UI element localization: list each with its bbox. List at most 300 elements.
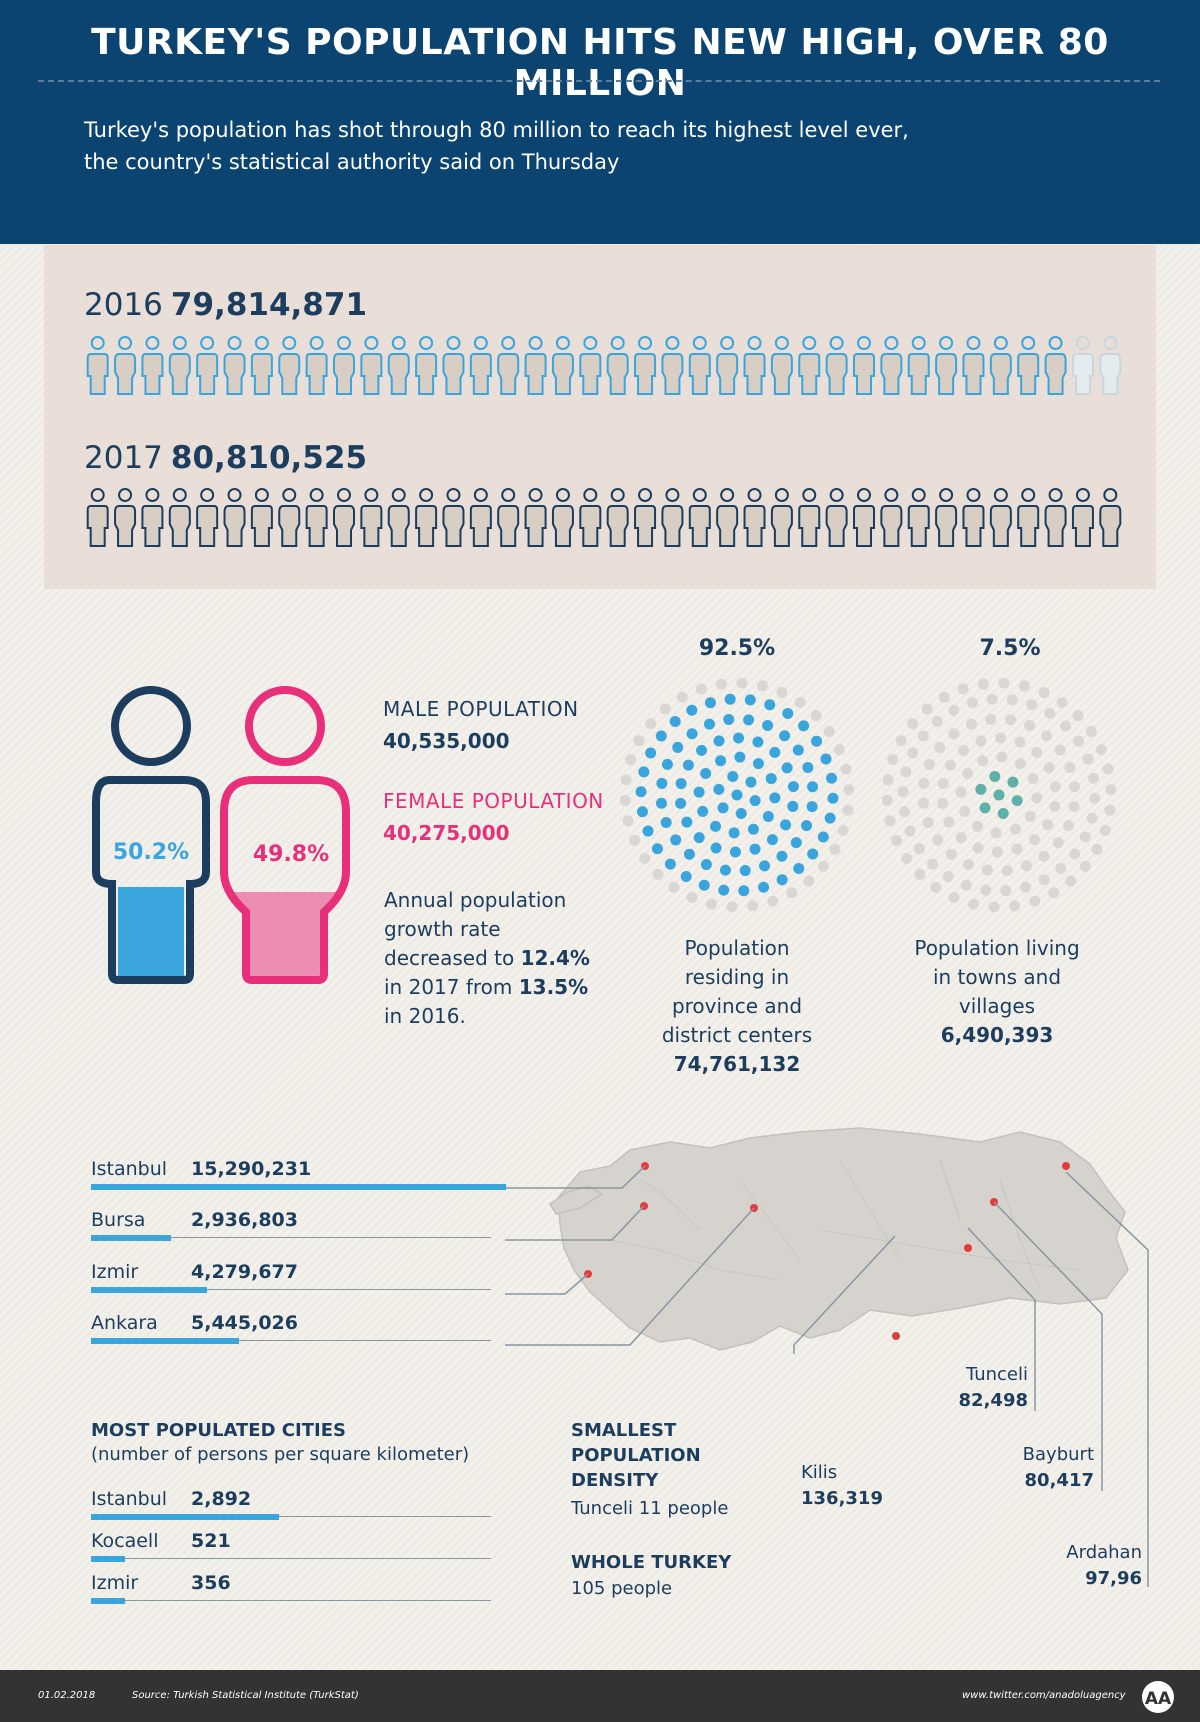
- population-dot: [767, 896, 778, 907]
- population-dot: [1026, 699, 1037, 710]
- population-dot: [777, 687, 788, 698]
- population-dot: [843, 784, 854, 795]
- population-dot: [966, 719, 977, 730]
- population-dot: [1042, 819, 1053, 830]
- whole-turkey-text: 105 people: [571, 1578, 673, 1599]
- population-dot: [1007, 777, 1018, 788]
- population-dot: [1007, 694, 1018, 705]
- population-dot: [656, 798, 667, 809]
- population-dot: [887, 754, 898, 765]
- bar-track: [91, 1558, 491, 1559]
- growth-line-1: Annual population: [384, 888, 567, 912]
- population-dot: [989, 901, 1000, 912]
- male-person-icon: [909, 337, 929, 394]
- map-label-bayburt: Bayburt 80,417: [1022, 1444, 1094, 1491]
- urban-percentage: 92.5%: [698, 636, 776, 661]
- population-dot: [686, 892, 697, 903]
- male-person-icon: [471, 489, 491, 546]
- population-dot: [1102, 764, 1113, 775]
- year-2017-label: 2017: [84, 440, 163, 476]
- population-dot: [1069, 781, 1080, 792]
- male-person-icon: [635, 489, 655, 546]
- male-population-value: 40,535,000: [383, 729, 510, 753]
- city-row: Izmir 4,279,677: [91, 1261, 491, 1295]
- population-dot: [786, 887, 797, 898]
- population-dot: [900, 766, 911, 777]
- population-dot: [927, 859, 938, 870]
- logo-lettering: AA: [1144, 1689, 1172, 1709]
- population-dot: [1044, 762, 1055, 773]
- population-dot: [842, 805, 853, 816]
- population-dot: [745, 694, 756, 705]
- population-dot: [788, 781, 799, 792]
- rural-description: Population living in towns and villages 6,490,393: [877, 934, 1117, 1050]
- population-dot: [924, 759, 935, 770]
- population-dot: [704, 719, 715, 730]
- population-dot: [1039, 874, 1050, 885]
- population-dot: [883, 774, 894, 785]
- population-dot: [1053, 837, 1064, 848]
- population-dot: [989, 771, 1000, 782]
- population-dot: [811, 736, 822, 747]
- male-person-icon: [580, 489, 600, 546]
- population-dot: [798, 720, 809, 731]
- page-subtitle: [84, 114, 984, 178]
- population-dot: [716, 679, 727, 690]
- population-dot: [820, 753, 831, 764]
- population-dot: [718, 802, 729, 813]
- female-person-icon: [662, 337, 682, 394]
- population-dot: [959, 806, 970, 817]
- female-person-icon: [717, 337, 737, 394]
- population-dot: [677, 692, 688, 703]
- population-dot: [1091, 844, 1102, 855]
- population-bar: [91, 1287, 207, 1293]
- population-dot: [757, 680, 768, 691]
- population-dot: [807, 801, 818, 812]
- population-dot: [1073, 710, 1084, 721]
- male-person-icon: [1018, 337, 1038, 394]
- population-dot: [1069, 801, 1080, 812]
- population-dot: [818, 861, 829, 872]
- population-dot: [782, 708, 793, 719]
- population-dot: [700, 768, 711, 779]
- footer-twitter-link[interactable]: www.twitter.com/anadoluagency: [962, 1690, 1126, 1701]
- population-dot: [710, 821, 721, 832]
- population-dot: [1086, 726, 1097, 737]
- population-dot: [978, 679, 989, 690]
- population-dot: [1002, 865, 1013, 876]
- population-dot: [807, 849, 818, 860]
- male-figure-icon: [96, 690, 206, 980]
- population-dot: [1064, 762, 1075, 773]
- population-dot: [745, 777, 756, 788]
- population-dot: [736, 678, 747, 689]
- population-dot: [1000, 885, 1011, 896]
- population-dot: [750, 795, 761, 806]
- growth-rate-2017: 12.4%: [520, 946, 590, 970]
- rural-population-value: 6,490,393: [940, 1023, 1054, 1047]
- population-dot: [725, 694, 736, 705]
- population-dot: [943, 817, 954, 828]
- population-dot: [937, 798, 948, 809]
- male-person-icon: [1018, 489, 1038, 546]
- population-dot: [973, 843, 984, 854]
- male-percentage: 50.2%: [112, 840, 190, 865]
- population-dot: [670, 834, 681, 845]
- population-dot: [918, 730, 929, 741]
- population-dot: [968, 899, 979, 910]
- male-population-label: MALE POPULATION: [383, 697, 579, 721]
- population-dot: [637, 806, 648, 817]
- population-dot: [824, 726, 835, 737]
- population-dot: [705, 697, 716, 708]
- density-bar: [91, 1514, 279, 1520]
- footer-source: Source: Turkish Statistical Institute (TurkStat): [132, 1690, 359, 1701]
- female-person-icon: [115, 489, 135, 546]
- year-2017-population: 80,810,525: [170, 440, 368, 476]
- male-person-icon: [854, 337, 874, 394]
- population-dot: [1024, 720, 1035, 731]
- male-person-icon: [745, 489, 765, 546]
- female-person-icon: [443, 337, 463, 394]
- female-figure-icon: [224, 690, 346, 982]
- population-dot: [670, 716, 681, 727]
- female-population-value: 40,275,000: [383, 821, 510, 845]
- population-dot: [972, 821, 983, 832]
- population-dot: [676, 778, 687, 789]
- population-dot: [656, 730, 667, 741]
- male-person-icon: [416, 489, 436, 546]
- population-dot: [914, 869, 925, 880]
- population-dot: [767, 834, 778, 845]
- female-person-icon: [553, 337, 573, 394]
- population-dot: [962, 768, 973, 779]
- population-dot: [991, 827, 1002, 838]
- population-dot: [943, 871, 954, 882]
- population-dot: [934, 742, 945, 753]
- population-bar: [91, 1235, 171, 1241]
- population-dot: [1025, 811, 1036, 822]
- population-dot: [977, 755, 988, 766]
- population-dot: [1014, 736, 1025, 747]
- female-population-label: FEMALE POPULATION: [383, 789, 604, 813]
- population-dot: [975, 784, 986, 795]
- female-person-icon: [827, 489, 847, 546]
- female-percentage: 49.8%: [252, 842, 330, 867]
- population-dot: [803, 876, 814, 887]
- population-dot: [882, 795, 893, 806]
- male-person-icon: [142, 337, 162, 394]
- map-label-ardahan: Ardahan 97,96: [1066, 1542, 1142, 1589]
- male-person-icon: [909, 489, 929, 546]
- growth-line-3: decreased to 12.4%: [384, 946, 590, 970]
- male-person-icon: [526, 489, 546, 546]
- population-dot: [711, 843, 722, 854]
- footer-date: 01.02.2018: [38, 1690, 96, 1701]
- population-dot: [715, 755, 726, 766]
- population-dot: [827, 793, 838, 804]
- male-person-icon: [799, 337, 819, 394]
- population-dot: [932, 834, 943, 845]
- population-dot: [764, 699, 775, 710]
- male-person-icon: [471, 337, 491, 394]
- population-dot: [1060, 720, 1071, 731]
- urban-dot-circle: [620, 678, 854, 912]
- population-dot: [636, 786, 647, 797]
- population-dot: [938, 778, 949, 789]
- population-dot: [777, 874, 788, 885]
- population-dot: [1015, 758, 1026, 769]
- population-dot: [634, 735, 645, 746]
- population-dot: [1055, 863, 1066, 874]
- female-person-icon: [498, 489, 518, 546]
- density-row: Kocaell 521: [91, 1530, 491, 1564]
- bar-track: [91, 1600, 491, 1601]
- population-dot: [727, 771, 738, 782]
- female-person-icon: [991, 337, 1011, 394]
- population-dot: [729, 827, 740, 838]
- population-dot: [918, 798, 929, 809]
- density-bar: [91, 1598, 125, 1604]
- female-person-icon: [1100, 489, 1120, 546]
- female-person-icon: [498, 337, 518, 394]
- population-dot: [1063, 820, 1074, 831]
- population-dot: [949, 728, 960, 739]
- female-person-icon: [881, 337, 901, 394]
- male-person-icon: [416, 337, 436, 394]
- population-dot: [945, 760, 956, 771]
- growth-rate-2016: 13.5%: [518, 975, 589, 999]
- population-dot: [733, 733, 744, 744]
- female-person-icon: [936, 337, 956, 394]
- population-dot: [885, 815, 896, 826]
- population-dot: [1029, 834, 1040, 845]
- header-banner: [0, 0, 1200, 244]
- population-dot: [1100, 825, 1111, 836]
- population-dot: [1080, 831, 1091, 842]
- population-dot: [727, 901, 738, 912]
- population-dot: [776, 851, 787, 862]
- population-dot: [639, 853, 650, 864]
- population-dot: [645, 718, 656, 729]
- population-dot: [994, 790, 1005, 801]
- population-dot: [1050, 781, 1061, 792]
- male-person-icon: [1073, 489, 1093, 546]
- population-dot: [720, 865, 731, 876]
- population-dot: [697, 806, 708, 817]
- smallest-density-text: Tunceli 11 people: [571, 1498, 729, 1519]
- population-dot: [713, 784, 724, 795]
- population-dot: [948, 705, 959, 716]
- population-dot: [1028, 773, 1039, 784]
- female-person-icon: [717, 489, 737, 546]
- population-dot: [706, 899, 717, 910]
- population-dot: [766, 773, 777, 784]
- population-dot: [1055, 745, 1066, 756]
- population-dot: [1012, 795, 1023, 806]
- population-dot: [1041, 730, 1052, 741]
- population-dot: [686, 705, 697, 716]
- population-dot: [1031, 792, 1042, 803]
- population-dot: [930, 882, 941, 893]
- population-dot: [901, 853, 912, 864]
- population-dot: [662, 759, 673, 770]
- population-dot: [1009, 900, 1020, 911]
- male-person-icon: [361, 337, 381, 394]
- population-dot: [758, 882, 769, 893]
- population-dot: [1080, 861, 1091, 872]
- population-dot: [948, 892, 959, 903]
- female-person-icon: [827, 337, 847, 394]
- population-dot: [748, 824, 759, 835]
- density-row: Istanbul 2,892: [91, 1488, 491, 1522]
- population-dot: [625, 754, 636, 765]
- population-dot: [734, 752, 745, 763]
- population-dot: [623, 815, 634, 826]
- population-dot: [891, 835, 902, 846]
- population-dot: [723, 714, 734, 725]
- population-dot: [1019, 680, 1030, 691]
- growth-rate-text: [384, 886, 614, 1031]
- population-dot: [980, 885, 991, 896]
- population-dot: [694, 832, 705, 843]
- population-dot: [1010, 824, 1021, 835]
- female-person-icon: [279, 489, 299, 546]
- population-dot: [963, 859, 974, 870]
- map-label-kilis: Kilis 136,319: [801, 1462, 883, 1509]
- population-dot: [1029, 896, 1040, 907]
- population-dot: [918, 778, 929, 789]
- population-dot: [743, 714, 754, 725]
- female-person-icon: [389, 337, 409, 394]
- year-2016-label: 2016: [84, 287, 163, 323]
- population-dot: [665, 859, 676, 870]
- male-person-icon: [1073, 337, 1093, 394]
- population-dot: [752, 736, 763, 747]
- population-dot: [793, 745, 804, 756]
- footer: [0, 1670, 1200, 1722]
- population-dot: [795, 697, 806, 708]
- population-dot: [982, 865, 993, 876]
- population-dot: [759, 860, 770, 871]
- population-dot: [753, 758, 764, 769]
- subtitle-line-1: Turkey's population has shot through 80 million to reach its highest level ever,: [84, 118, 909, 142]
- population-dot: [1073, 736, 1084, 747]
- female-person-icon: [334, 337, 354, 394]
- growth-line-4: in 2017 from 13.5%: [384, 975, 589, 999]
- population-dot: [996, 752, 1007, 763]
- population-dot: [779, 730, 790, 741]
- population-dot: [801, 820, 812, 831]
- population-dot: [645, 748, 656, 759]
- population-dot: [701, 859, 712, 870]
- anadolu-agency-logo-icon: [1136, 1680, 1180, 1714]
- population-dot: [660, 703, 671, 714]
- population-dot: [780, 819, 791, 830]
- rural-percentage: 7.5%: [979, 636, 1041, 661]
- population-dot: [621, 774, 632, 785]
- population-dot: [1039, 687, 1050, 698]
- female-person-icon: [553, 489, 573, 546]
- population-dot: [946, 849, 957, 860]
- population-dot: [998, 808, 1009, 819]
- population-dot: [961, 880, 972, 891]
- population-dot: [643, 826, 654, 837]
- population-dot: [811, 710, 822, 721]
- population-dot: [1087, 813, 1098, 824]
- population-dot: [1105, 784, 1116, 795]
- male-person-icon: [142, 489, 162, 546]
- population-dot: [1044, 708, 1055, 719]
- population-dot: [838, 825, 849, 836]
- population-dot: [718, 885, 729, 896]
- female-person-icon: [881, 489, 901, 546]
- population-dot: [1038, 851, 1049, 862]
- subtitle-line-2: the country's statistical authority said on Thursday: [84, 150, 620, 174]
- year-2016-population: 79,814,871: [170, 287, 368, 323]
- male-person-icon: [252, 337, 272, 394]
- page-title: TURKEY'S POPULATION HITS NEW HIGH, OVER 80 MILLION: [91, 22, 1109, 104]
- population-dot: [956, 787, 967, 798]
- population-dot: [791, 837, 802, 848]
- male-person-icon: [252, 489, 272, 546]
- growth-line-2: growth rate: [384, 917, 501, 941]
- population-dot: [1104, 805, 1115, 816]
- population-dot: [1005, 714, 1016, 725]
- population-dot: [1057, 697, 1068, 708]
- population-dot: [834, 744, 845, 755]
- population-dot: [782, 762, 793, 773]
- density-bar: [91, 1556, 125, 1562]
- male-person-icon: [690, 337, 710, 394]
- whole-turkey-heading: WHOLE TURKEY: [571, 1552, 732, 1573]
- male-person-icon: [963, 337, 983, 394]
- population-dot: [629, 835, 640, 846]
- female-person-icon: [279, 337, 299, 394]
- population-dot: [699, 880, 710, 891]
- population-dot: [985, 714, 996, 725]
- population-dot: [769, 747, 780, 758]
- population-dot: [975, 735, 986, 746]
- year-2016-line: [84, 287, 367, 323]
- population-dot: [1012, 844, 1023, 855]
- population-dot: [907, 748, 918, 759]
- population-dot: [899, 806, 910, 817]
- population-dot: [750, 844, 761, 855]
- population-dot: [802, 762, 813, 773]
- population-dot: [907, 718, 918, 729]
- population-dot: [675, 798, 686, 809]
- city-row: Bursa 2,936,803: [91, 1209, 491, 1243]
- female-person-icon: [225, 337, 245, 394]
- population-dot: [638, 766, 649, 777]
- population-dot: [736, 808, 747, 819]
- population-dot: [763, 811, 774, 822]
- male-person-icon: [307, 337, 327, 394]
- population-dot: [696, 745, 707, 756]
- population-dot: [1065, 876, 1076, 887]
- population-dot: [939, 692, 950, 703]
- population-dot: [987, 694, 998, 705]
- population-dot: [958, 745, 969, 756]
- population-dot: [995, 733, 1006, 744]
- population-dot: [738, 885, 749, 896]
- population-dot: [956, 832, 967, 843]
- female-person-icon: [1046, 337, 1066, 394]
- population-dot: [1021, 860, 1032, 871]
- female-person-icon: [936, 489, 956, 546]
